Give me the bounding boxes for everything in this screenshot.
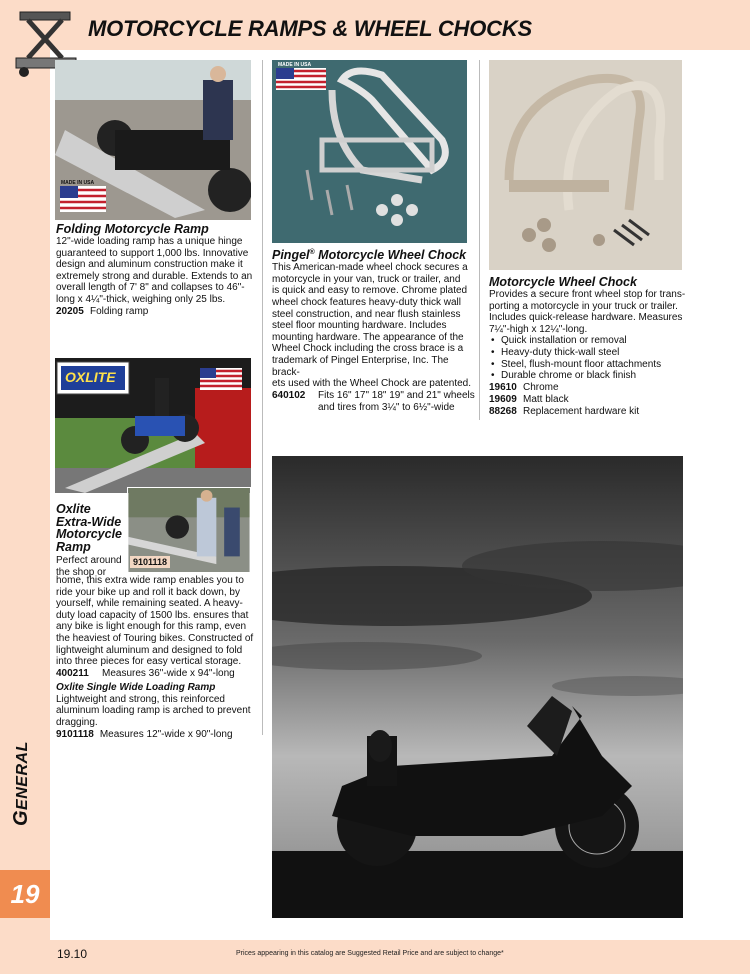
wheel-chock-title: Motorcycle Wheel Chock — [489, 275, 637, 289]
wheel-chock-photo — [489, 60, 682, 270]
oxlite-ramp-photo — [55, 358, 251, 493]
sku-row: 640102 Fits 16" 17" 18" 19" and 21" wheels and tires from 3¼" to 6½"-wide — [272, 389, 475, 413]
column-divider — [479, 60, 480, 420]
page-number: 19.10 — [57, 947, 88, 961]
folding-ramp-block: Folding Motorcycle Ramp 12"-wide loading ramp has a unique hinge guaranteed to support 1,000 lbs. Innovative design and aluminum construction make it extremely strong and durable. Extends to an overall length of 7' 8" and collapses to 46"- long x 4¼"-thick, weighing only 25 lbs. 20205 Folding ramp — [56, 222, 261, 318]
folding-ramp-photo — [55, 60, 251, 220]
list-item: • Quick installation or removal — [489, 335, 694, 347]
side-strip — [0, 50, 50, 974]
sku-row: 9101118 Measures 12"-wide x 90"-long — [56, 728, 233, 740]
section-label: GENERAL — [10, 741, 32, 826]
oxlite-title-block: Oxlite Extra-Wide Motorcycle Ramp Perfect around the shop or — [56, 502, 122, 578]
folding-ramp-title: Folding Motorcycle Ramp — [56, 222, 209, 236]
photo-caption: 9101118 — [130, 556, 170, 568]
sku-row: 19609 Matt black — [489, 393, 569, 405]
footer-band — [0, 940, 750, 974]
price-disclaimer: Prices appearing in this catalog are Suggested Retail Price and are subject to change* — [236, 950, 504, 957]
single-ramp-photo — [127, 487, 251, 573]
oxlite-body-block: home, this extra wide ramp enables you to ride your bike up and roll it back down, by yourself, while remaining seated. A heavy- duty load capacity of 1500 lbs. ensures that any bike is light enough for this ramp, even the heaviest of Touring bikes. Constructed of lightweight aluminum and designed to fold into three pieces for easy vertical storage. 400211 Measures 36"-wide x 94"-long Oxlite Single Wide Loading Ramp Lightweight and strong, this reinforced aluminum loading ramp is arched to prevent dragging. 9101118 Measures 12"-wide x 90"-long — [56, 575, 261, 741]
chapter-badge: 19 — [0, 870, 50, 918]
made-in-usa-label: MADE IN USA — [278, 62, 312, 68]
list-item: • Heavy-duty thick-wall steel — [489, 347, 694, 359]
sku-row: 88268 Replacement hardware kit — [489, 405, 640, 417]
sku-row: 20205 Folding ramp — [56, 305, 149, 317]
made-in-usa-label: MADE IN USA — [61, 180, 95, 186]
sku-row: 19610 Chrome — [489, 381, 559, 393]
page-title: MOTORCYCLE RAMPS & WHEEL CHOCKS — [88, 16, 533, 41]
oxlite-logo: OXLITE — [65, 369, 116, 385]
feature-list — [489, 335, 694, 381]
motorcycle-silhouette-photo — [272, 456, 683, 918]
column-divider — [262, 60, 263, 735]
list-item: • Steel, flush-mount floor attachments — [489, 359, 694, 371]
pingel-chock-photo — [272, 60, 467, 243]
pingel-chock-block: Pingel® Motorcycle Wheel Chock This American-made wheel chock secures a motorcycle in your van, truck or trailer, and is quick and easy to remove. Chrome plated wheel chock features heavy-duty thick wall steel construction, and near flush stainless steel floor mounting hardware. Includes mounting hardware. The appearance of the Wheel Chock including the cross brace is a trademark of Pingel Enterprise, Inc. The brack- ets used with the Wheel Chock are patented. 640102 Fits 16" 17" 18" 19" and 21" wheels and tires from 3¼" to 6½"-wide — [272, 246, 477, 414]
sku-row: 400211 Measures 36"-wide x 94"-long — [56, 667, 235, 679]
pingel-chock-title: Pingel® Motorcycle Wheel Chock — [272, 248, 467, 263]
single-ramp-title: Oxlite Single Wide Loading Ramp — [56, 681, 216, 693]
list-item: • Durable chrome or black finish — [489, 370, 694, 382]
wheel-chock-block: Motorcycle Wheel Chock Provides a secure front wheel stop for trans- porting a motorcycle in your truck or trailer. Includes quick-release hardware. Measures 7¼"-high x 12¼"-long. • Quick installation or removal • Heavy-duty thick-wall steel • Steel, flush-mount floor attachments • Durable chrome or black finish 19610 Chrome 19609 Matt black 88268 Replacement hardware kit — [489, 275, 694, 418]
